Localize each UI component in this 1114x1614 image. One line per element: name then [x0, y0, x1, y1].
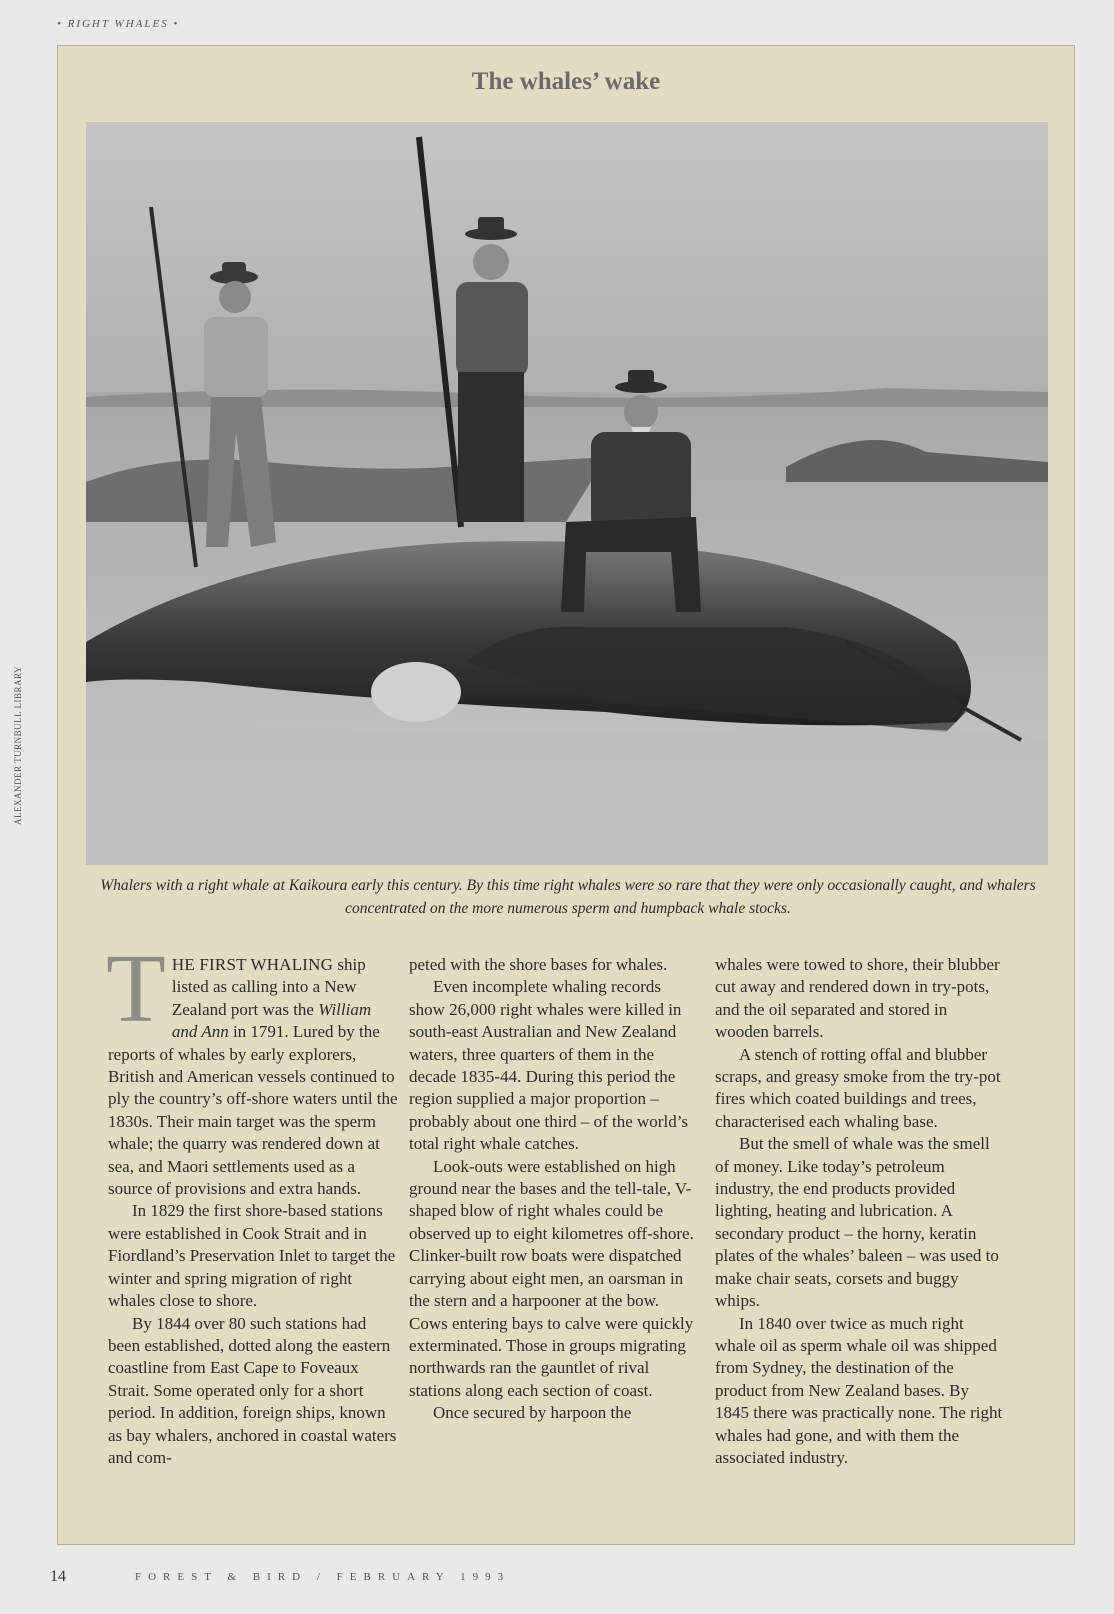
panel-title: The whales’ wake	[471, 68, 661, 95]
ship-name: William and Ann	[171, 999, 372, 1042]
article-column-1	[106, 935, 398, 1469]
article-paragraph: Once secured by harpoon the	[433, 1403, 632, 1423]
article-paragraph	[106, 935, 398, 1200]
article-paragraph: In 1840 over twice as much right whale oil as sperm whale oil was shipped from Sydney, the destination of the product from New Zealand bases. By 1845 there was practically none. The right whales had gone, and with them the associated industry.	[715, 1313, 1003, 1467]
article-paragraph: peted with the shore bases for whales.	[409, 955, 668, 974]
article-column-2	[409, 954, 699, 1425]
article-column-3	[715, 954, 1005, 1469]
article-body	[106, 935, 1048, 1514]
article-paragraph: whales were towed to shore, their blubber cut away and rendered down in try-pots, and the oil separated and stored in wooden barrels.	[715, 955, 1000, 1042]
page-number: 14	[50, 1568, 66, 1585]
article-paragraph: Look-outs were established on high ground near the bases and the tell-tale, V-shaped blow of right whales could be observed up to eight kilometres off-shore. Clinker-built row boats were dispatched carrying about eight men, an oarsman in the stern and a harpooner at the bow. Cows entering bays to calve were quickly exterminated. Those in groups migrating northwards ran the gauntlet of rival stations along each section of coast.	[409, 1156, 694, 1400]
drop-cap: T	[106, 935, 166, 1043]
whalers-photo-illustration	[86, 122, 1048, 865]
section-tag: • RIGHT WHALES •	[57, 18, 180, 30]
photo-caption: Whalers with a right whale at Kaikoura early this century. By this time right whales were so rare that they were only occasionally caught, and whalers concentrated on the more numerous sperm and humpback whale stocks.	[100, 877, 1036, 917]
lead-in-caps: HE FIRST WHALING	[171, 955, 334, 974]
photo-credit: ALEXANDER TURNBULL LIBRARY	[13, 666, 23, 825]
whalers-photo	[86, 122, 1048, 865]
article-paragraph: But the smell of whale was the smell of money. Like today’s petroleum industry, the end products provided lighting, heating and lubrication. A secondary product – the horny, keratin plates of the whales’ baleen – was used to make chair seats, corsets and buggy whips.	[715, 1134, 999, 1311]
article-text: ship listed as calling into a New Zealand port was the	[171, 955, 366, 1019]
article-paragraph: In 1829 the first shore-based stations were established in Cook Strait and in Fiordland’s Preservation Inlet to target the winter and spring migration of right whales close to shore.	[108, 1201, 396, 1311]
article-text: in 1791. Lured by the reports of whales by early explorers, British and American vessels continued to ply the country’s off-shore waters until the 1830s. Their main target was the sperm whale; the quarry was rendered down at sea, and Maori settlements used as a source of provisions and extra hands.	[108, 1022, 398, 1199]
publication-footer: FOREST & BIRD / FEBRUARY 1993	[135, 1571, 511, 1583]
article-paragraph: By 1844 over 80 such stations had been established, dotted along the eastern coastline from East Cape to Foveaux Strait. Some operated only for a short period. In addition, foreign ships, known as bay whalers, anchored in coastal waters and com-	[108, 1313, 397, 1467]
article-paragraph: A stench of rotting offal and blubber scraps, and greasy smoke from the try-pot fires which coated buildings and trees, characterised each whaling base.	[715, 1044, 1001, 1131]
article-paragraph: Even incomplete whaling records show 26,000 right whales were killed in south-east Australian and New Zealand waters, three quarters of them in the decade 1835-44. During this period the region supplied a major proportion – probably about one third – of the world’s total right whale catches.	[409, 977, 689, 1154]
feature-panel	[57, 45, 1075, 1545]
